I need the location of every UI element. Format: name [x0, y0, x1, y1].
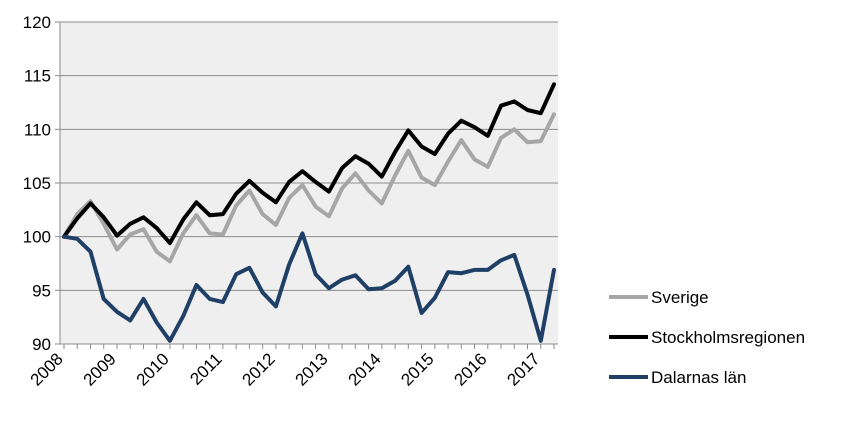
x-tick-label: 2016: [450, 349, 491, 390]
y-tick-label: 95: [32, 281, 51, 301]
legend: [609, 288, 805, 387]
y-axis-ticks: [23, 13, 60, 354]
x-tick-label: 2010: [132, 349, 173, 390]
legend-label: Sverige: [651, 288, 709, 307]
x-tick-label: 2008: [26, 349, 67, 390]
y-tick-label: 120: [22, 13, 51, 32]
y-tick-label: 115: [23, 66, 51, 86]
y-tick-label: 100: [22, 227, 51, 247]
legend-label: Stockholmsregionen: [651, 328, 806, 347]
x-tick-label: 2017: [503, 349, 544, 390]
x-tick-label: 2011: [186, 349, 226, 389]
x-tick-label: 2013: [291, 349, 332, 390]
x-tick-label: 2014: [344, 349, 385, 390]
x-tick-label: 2015: [397, 349, 438, 390]
legend-label: Dalarnas län: [651, 368, 747, 387]
y-tick-label: 90: [32, 335, 51, 354]
y-tick-label: 105: [22, 174, 51, 193]
x-tick-label: 2012: [238, 349, 279, 390]
x-axis-ticks: [27, 344, 554, 390]
x-tick-label: 2009: [79, 349, 120, 390]
y-tick-label: 110: [23, 120, 51, 140]
